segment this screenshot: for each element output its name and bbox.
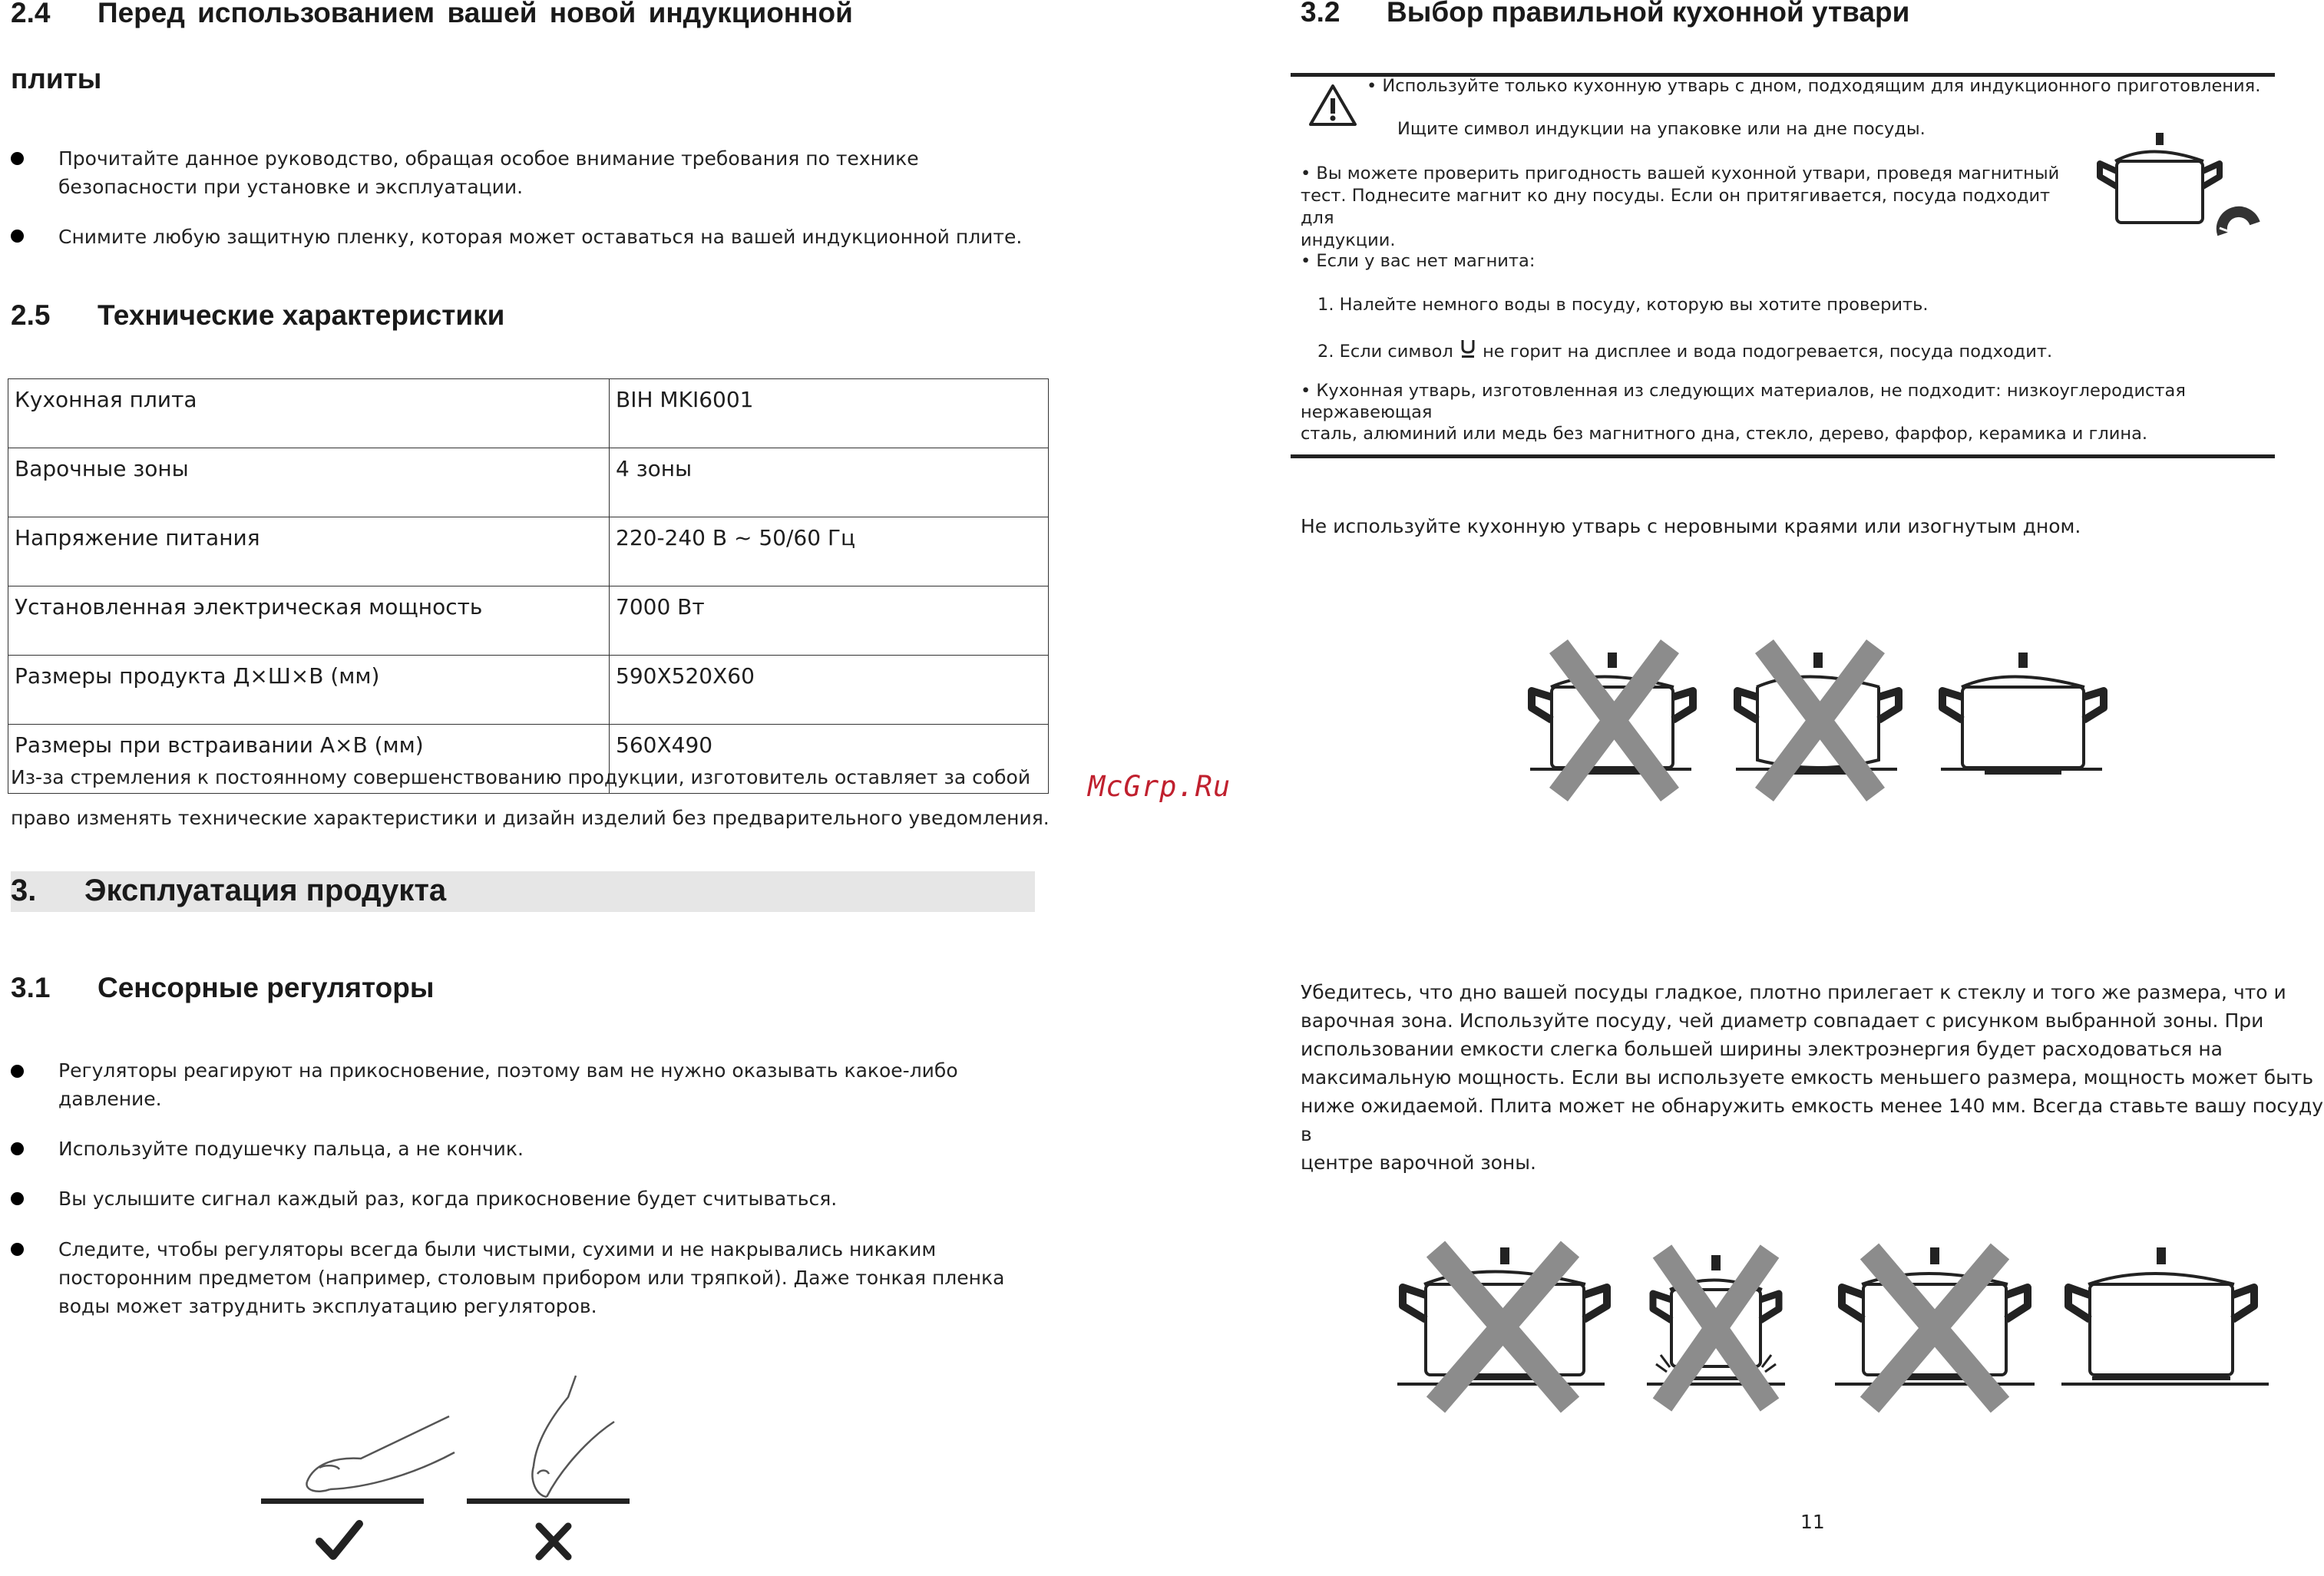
bullet-icon	[11, 1142, 24, 1155]
uneven-edges-text: Не используйте кухонную утварь с неровными краями или изогнутым дном.	[1301, 515, 2081, 537]
pot-icon	[1530, 646, 1693, 795]
spec-label: Установленная электрическая мощность	[8, 586, 610, 656]
list-item: Используйте подушечку пальца, а не кончик.	[58, 1138, 524, 1160]
bullet-icon	[11, 230, 24, 243]
list-item: Снимите любую защитную пленку, которая может оставаться на вашей индукционной плите.	[58, 226, 1023, 248]
list-item: Следите, чтобы регуляторы всегда были чистыми, сухими и не накрывались никаким посторонним предметом (например, столовым прибором или тряпкой). Даже тонкая пленка воды может затруднить эксплуатацию регуляторов.	[58, 1238, 1005, 1317]
induction-symbol-text: Ищите символ индукции на упаковке или на дне посуды.	[1397, 119, 1926, 139]
spec-label: Варочные зоны	[8, 448, 610, 517]
section-2-4-number: 2.4	[11, 0, 51, 28]
pot-icon	[1397, 1247, 1607, 1405]
no-pan-symbol-icon	[1459, 339, 1477, 358]
page-number: 11	[1800, 1511, 1825, 1533]
list-item: Регуляторы реагируют на прикосновение, поэтому вам не нужно оказывать какое-либо давление.	[58, 1059, 958, 1110]
section-2-5-number: 2.5	[11, 299, 51, 331]
spec-label: Размеры при встраивании А×В (мм)	[8, 725, 610, 794]
unsuitable-materials-text: • Кухонная утварь, изготовленная из следующих материалов, не подходит: низкоуглеродистая нержавеющая сталь, алюминий или медь без магнитного дна, стекло, дерево, фарфор, керамика и глина.	[1301, 381, 2186, 444]
watermark: McGrp.Ru	[1088, 770, 1231, 803]
cross-icon	[1662, 1251, 1770, 1405]
spec-label: Размеры продукта Д×Ш×В (мм)	[8, 656, 610, 725]
bullet-icon	[11, 152, 24, 165]
section-2-4-title-cont: плиты	[11, 63, 102, 94]
pot-size-illustration	[1393, 1232, 2276, 1416]
section-3-2-title: Выбор правильной кухонной утвари	[1387, 0, 1910, 28]
disclaimer-note: Из-за стремления к постоянному совершенствованию продукции, изготовитель оставляет за собой право изменять технические характеристики и дизайн изделий без предварительного уведомления.	[11, 766, 1050, 829]
smooth-bottom-paragraph: Убедитесь, что дно вашей посуды гладкое, плотно прилегает к стеклу и того же размера, что и варочная зона. Используйте посуду, чей диаметр совпадает с рисунком выбранной зоны. При использовании емкости слегка большей ширины электроэнергия будет расходоваться на максимальную мощность. Если вы используете емкость меньшего размера, мощность может быть ниже ожидаемой. Плита может не обнаружить емкость менее 140 мм. Всегда ставьте вашу посуду в центре варочной зоны.	[1301, 981, 2324, 1174]
table-row	[8, 517, 1049, 586]
table-row	[8, 379, 1049, 448]
section-3-title: Эксплуатация продукта	[84, 874, 447, 907]
pot-icon	[1647, 1251, 1785, 1405]
spec-value: 220-240 В ~ 50/60 Гц	[610, 517, 1049, 586]
step-1-text: 1. Налейте немного воды в посуду, которую вы хотите проверить.	[1317, 295, 1929, 315]
spec-value: 590X520X60	[610, 656, 1049, 725]
table-row	[8, 448, 1049, 517]
spec-value: 7000 Вт	[610, 586, 1049, 656]
spec-value: 560X490	[610, 725, 1049, 794]
step-2-text: 2. Если символ не горит на дисплее и вода подогревается, посуда подходит.	[1317, 337, 2052, 363]
section-3-1-number: 3.1	[11, 972, 51, 1003]
section-3-number: 3.	[11, 874, 37, 907]
table-row	[8, 656, 1049, 725]
pot-icon	[2061, 1247, 2269, 1386]
pot-magnet-illustration	[2084, 127, 2284, 257]
spec-value: 4 зоны	[610, 448, 1049, 517]
magnet-test-text: • Вы можете проверить пригодность вашей кухонной утвари, проведя магнитный тест. Поднесите магнит ко дну посуды. Если он притягивается, посуда подходит для индукции.	[1301, 164, 2060, 250]
list-item: Прочитайте данное руководство, обращая особое внимание требования по технике безопасности при установке и эксплуатации.	[58, 147, 919, 198]
spec-table	[8, 378, 1049, 794]
uneven-cookware-illustration	[1524, 637, 2123, 806]
warning-triangle-icon	[1307, 83, 1358, 127]
bullet-icon	[11, 1192, 24, 1205]
checkmark-icon	[319, 1524, 359, 1556]
section-2-5-title: Технические характеристики	[98, 299, 505, 331]
surface-line-icon	[467, 1498, 630, 1504]
warning-box-bottom-rule	[1291, 454, 2275, 458]
section-3-2-number: 3.2	[1301, 0, 1341, 28]
bullet-icon	[11, 1065, 24, 1078]
section-2-4-title: Перед использованием вашей новой индукционной	[98, 0, 853, 28]
pot-icon	[1941, 653, 2104, 775]
spec-label: Напряжение питания	[8, 517, 610, 586]
pot-icon	[1835, 1247, 2035, 1405]
cross-icon	[539, 1526, 568, 1557]
spec-value: BIH MKI6001	[610, 379, 1049, 448]
pot-icon	[1736, 646, 1899, 795]
spec-label: Кухонная плита	[8, 379, 610, 448]
induction-only-text: • Используйте только кухонную утварь с дном, подходящим для индукционного приготовления.	[1367, 76, 2261, 96]
table-row	[8, 586, 1049, 656]
finger-touch-illustration	[253, 1366, 653, 1574]
bullet-icon	[11, 1243, 24, 1256]
list-item: Вы услышите сигнал каждый раз, когда прикосновение будет считываться.	[58, 1188, 838, 1210]
section-3-1-title: Сенсорные регуляторы	[98, 972, 435, 1003]
surface-line-icon	[261, 1498, 424, 1504]
no-magnet-text: • Если у вас нет магнита:	[1301, 251, 1536, 271]
